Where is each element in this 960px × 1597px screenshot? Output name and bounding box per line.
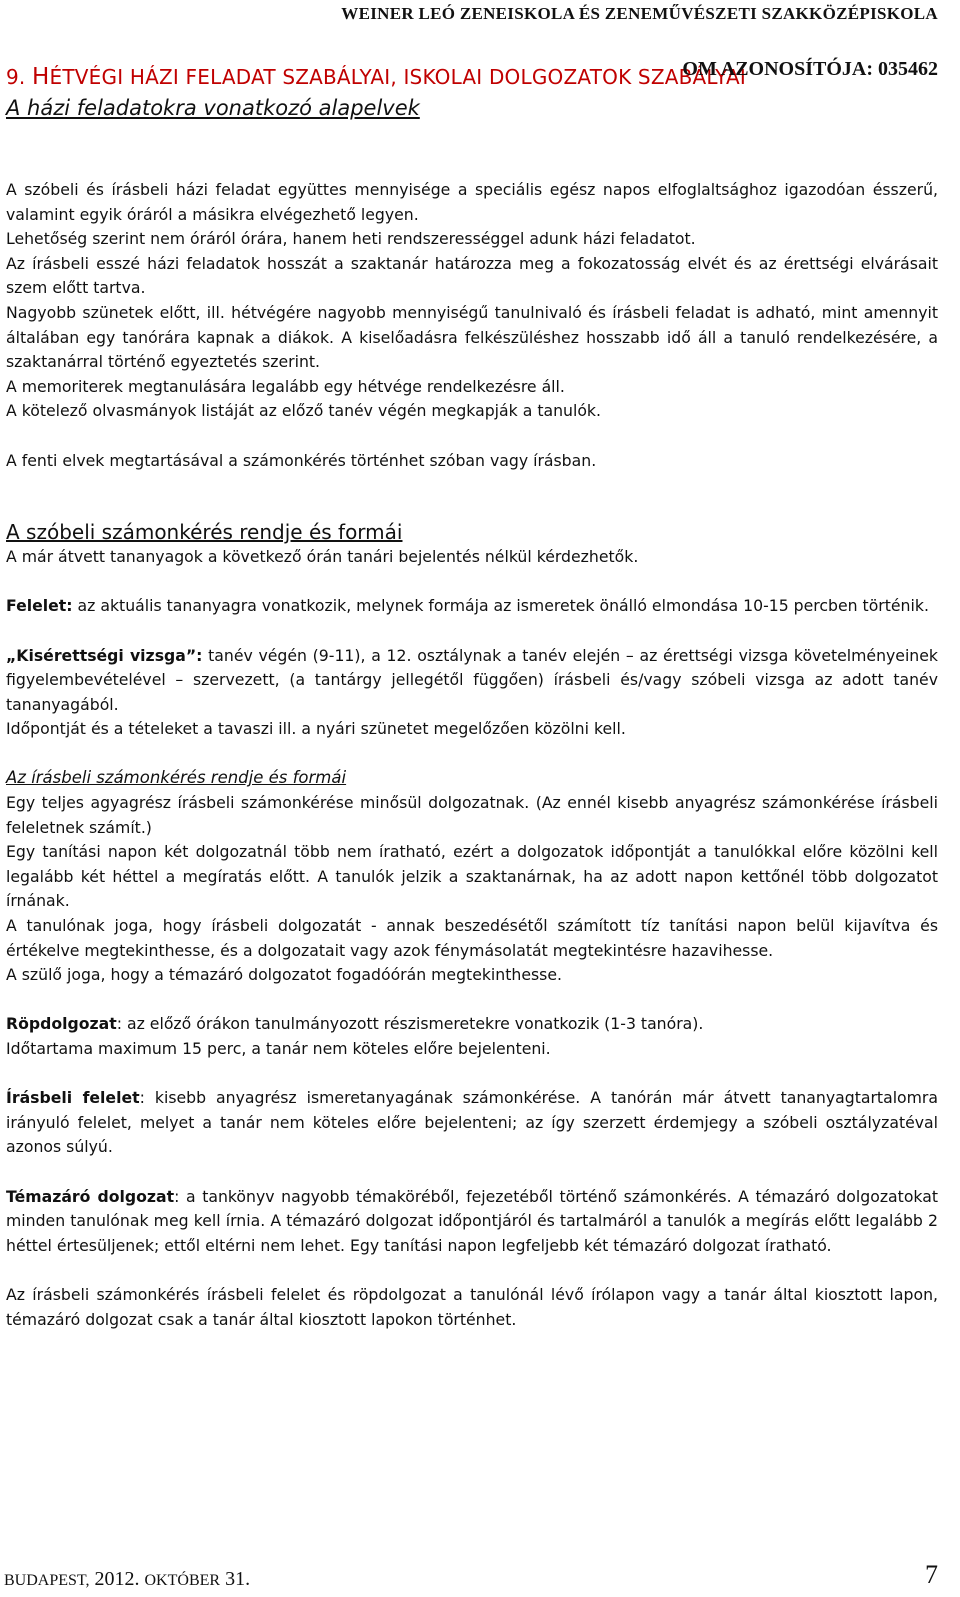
section-title (6, 64, 746, 90)
homework-paragraph-2: Lehetőség szerint nem óráról órára, hanem heti rendszerességgel adunk házi feladatot. (6, 229, 696, 249)
page-number: 7 (925, 1560, 938, 1589)
section-title-initial: H (32, 64, 50, 90)
footer-city: BUDAPEST, (4, 1572, 90, 1589)
written-assessment-heading: Az írásbeli számonkérés rendje és formái (6, 768, 347, 788)
homework-paragraph-5: A memoriterek megtanulására legalább egy hétvége rendelkezésre áll. (6, 376, 565, 396)
footer-day: 31. (225, 1568, 251, 1590)
written-paragraph-4: A szülő joga, hogy a témazáró dolgozatot fogadóórán megtekinthesse. (6, 965, 562, 985)
written-paragraph-3: A tanulónak joga, hogy írásbeli dolgozatát - annak beszedésétől számított tíz tanítási napon belül kijavítva és értékelve megtekinthesse, és a dolgozatait vagy azok fénymásolatát megtekintésre hazavihesse. (6, 916, 938, 960)
felelet-text: az aktuális tananyagra vonatkozik, melynek formája az ismeretek önálló elmondása 10-15 percben történik. (72, 596, 929, 616)
kiserettsegi-label: „Kisérettségi vizsga”: (6, 645, 203, 665)
school-name-header: WEINER LEÓ ZENEISKOLA ÉS ZENEMŰVÉSZETI SZAKKÖZÉPISKOLA (341, 4, 938, 23)
felelet-label: Felelet: (6, 596, 73, 616)
written-paragraph-1: Egy teljes agyagrész írásbeli számonkérése minősül dolgozatnak. (Az ennél kisebb anyagrész számonkérése írásbeli feleletnek számít.) (6, 793, 938, 837)
felelet-paragraph (6, 594, 938, 619)
ropdolgozat-paragraph-2: Időtartama maximum 15 perc, a tanár nem köteles előre bejelenteni. (6, 1039, 551, 1058)
document-body (6, 178, 938, 1332)
temazaro-paragraph (6, 1185, 938, 1259)
section-title-text: ÉTVÉGI HÁZI FELADAT SZABÁLYAI, ISKOLAI DOLGOZATOK SZABÁLYAI (49, 65, 746, 89)
kiserettsegi-text: tanév végén (9-11), a 12. osztálynak a tanév elején – az érettségi vizsga követelményeinek figyelembevételével – szervezett, (a tantárgy jellegétől függően) írásbeli és/vagy szóbeli vizsga az adott tanév tananyagából. (6, 645, 938, 714)
written-final-paragraph: Az írásbeli számonkérés írásbeli felelet és röpdolgozat a tanulónál lévő írólapon vagy a tanár által kiosztott lapon, témazáró dolgozat csak a tanár által kiosztott lapokon történhet. (6, 1284, 938, 1329)
homework-paragraph-7: A fenti elvek megtartásával a számonkérés történhet szóban vagy írásban. (6, 450, 597, 470)
kiserettsegi-paragraph (6, 644, 938, 718)
footer-date (4, 1568, 250, 1591)
ropdolgozat-paragraph (6, 1012, 938, 1037)
irasbeli-felelet-label: Írásbeli felelet (6, 1088, 140, 1108)
temazaro-text: : a tankönyv nagyobb témaköréből, fejezetéből történő számonkérés. A témazáró dolgozatokat minden tanulónak meg kell írnia. A témazáró dolgozat időpontjáról és tartalmáról a tanulók a megírás előtt legalább 2 héttel értesüljenek; ettől eltérni nem lehet. Egy tanítási napon legfeljebb két témazáró dolgozat íratható. (6, 1186, 938, 1255)
om-identifier: OM AZONOSÍTÓJA: 035462 (682, 58, 938, 80)
homework-paragraph-1: A szóbeli és írásbeli házi feladat együttes mennyisége a speciális egész napos elfoglaltsághoz igazodóan ésszerű, valamint egyik óráról a másikra elvégezhető legyen. (6, 180, 938, 224)
written-paragraph-2: Egy tanítási napon két dolgozatnál több nem íratható, ezért a dolgozatok időpontját a tanulókkal előre közölni kell legalább két héttel a megíratás előtt. A tanulók jelzik a szaktanárnak, ha az adott napon kettőnél több dolgozatot írnának. (6, 842, 938, 911)
section-number: 9. (6, 65, 26, 89)
footer-year: 2012. (94, 1568, 140, 1590)
homework-paragraph-4: Nagyobb szünetek előtt, ill. hétvégére nagyobb mennyiségű tanulnivaló és írásbeli feladat is adható, mint amennyit általában egy tanórára kapnak a diákok. A kiselőadásra felkészüléshez hosszabb idő áll a tanuló rendelkezésére, a szaktanárral történő egyeztetés szerint. (6, 302, 938, 372)
ropdolgozat-label: Röpdolgozat (6, 1014, 117, 1034)
footer-month: OKTÓBER (144, 1572, 221, 1589)
irasbeli-felelet-text: : kisebb anyagrész ismeretanyagának számonkérése. A tanórán már átvett tananyagtartalomra irányuló felelet, melyet a tanár nem köteles előre bejelenteni; az így szerzett érdemjegy a szóbeli osztályzatéval azonos súlyú. (6, 1088, 938, 1157)
irasbeli-felelet-paragraph (6, 1086, 938, 1160)
oral-paragraph-1: A már átvett tananyagok a következő órán tanári bejelentés nélkül kérdezhetők. (6, 547, 639, 567)
ropdolgozat-text: : az előző órákon tanulmányozott részismeretekre vonatkozik (1-3 tanóra). (116, 1014, 704, 1034)
kiserettsegi-paragraph-2: Időpontját és a tételeket a tavaszi ill. a nyári szünetet megelőzően közölni kell. (6, 719, 626, 739)
homework-principles-heading: A házi feladatokra vonatkozó alapelvek (6, 96, 420, 120)
temazaro-label: Témazáró dolgozat (6, 1186, 175, 1206)
homework-paragraph-6: A kötelező olvasmányok listáját az előző tanév végén megkapják a tanulók. (6, 401, 602, 421)
homework-paragraph-3: Az írásbeli esszé házi feladatok hosszát a szaktanár határozza meg a fokozatosság elvét és az érettségi elvárásait szem előtt tartva. (6, 253, 938, 298)
oral-assessment-heading: A szóbeli számonkérés rendje és formái (6, 520, 403, 545)
